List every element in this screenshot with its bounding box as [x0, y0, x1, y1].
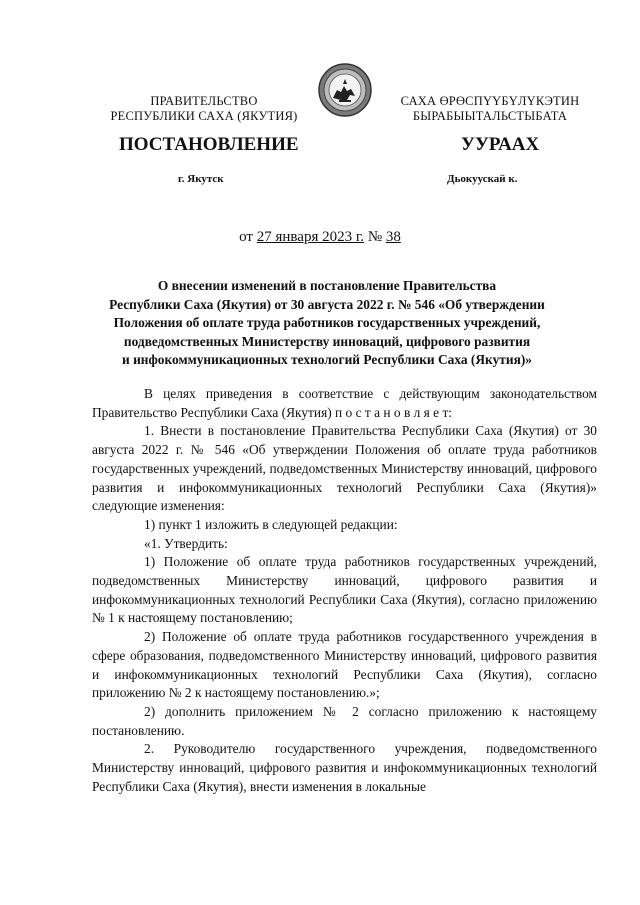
issuer-sakha-line2: БЫРАБЫЫТАЛЬСТЫБАТА: [412, 109, 568, 123]
title-line: О внесении изменений в постановление Правительства: [157, 278, 497, 293]
doc-type-ru: ПОСТАНОВЛЕНИЕ: [119, 134, 299, 155]
title-line: Республики Саха (Якутия) от 30 августа 2022 г. № 546 «Об утверждении: [109, 296, 545, 312]
sakha-coat-of-arms-icon: [317, 62, 373, 118]
issuer-ru-line1: ПРАВИТЕЛЬСТВО: [150, 94, 258, 108]
body-paragraph: 1) пункт 1 изложить в следующей редакции:: [144, 516, 398, 532]
title-line: и инфокоммуникационных технологий Республики Саха (Якутия)»: [122, 352, 532, 367]
body-paragraph: 1) Положение об оплате труда работников государственных учреждений, подведомственных Министерству инноваций, цифрового развития и инфокоммуникационных технологий Республики Саха (Якутия), согласно приложению № 1 к настоящему постановлению;: [92, 554, 597, 626]
doc-type-sakha: УУРААХ: [461, 134, 540, 155]
body-paragraph: «1. Утвердить:: [144, 535, 228, 551]
body-paragraph: 1. Внести в постановление Правительства Республики Саха (Якутия) от 30 августа 2022 г. № 546 «Об утверждении Положения об оплате труда работников государственных учреждений, подведомственных Министерству инноваций, цифрового развития и инфокоммуникационных технологий Республики Саха (Якутия)» следующие изменения:: [92, 423, 597, 514]
body-paragraph: 2) Положение об оплате труда работников государственного учреждения в сфере образования, подведомственного Министерству инноваций, цифрового развития и инфокоммуникационных технологий Республики Саха (Якутия), согласно приложению № 2 к настоящему постановлению.»;: [92, 629, 597, 701]
issuer-sakha: [385, 94, 595, 124]
city-sakha: Дьокуускай к.: [447, 173, 518, 185]
document-title: [96, 277, 558, 370]
body-paragraph: 2) дополнить приложением № 2 согласно приложению к настоящему постановлению.: [92, 703, 597, 738]
document-number: 38: [385, 229, 401, 245]
date-number-line: [0, 229, 640, 246]
title-line: подведомственных Министерству инноваций, цифрового развития: [123, 333, 531, 349]
title-line: Положения об оплате труда работников государственных учреждений,: [113, 315, 541, 330]
issuer-ru-line2: РЕСПУБЛИКИ САХА (ЯКУТИЯ): [110, 109, 298, 123]
number-prefix: №: [364, 229, 386, 245]
document-date: 27 января 2023 г.: [256, 229, 365, 245]
body-paragraph: В целях приведения в соответствие с действующим законодательством Правительство Республики Саха (Якутия) п о с т а н о в л я е т:: [92, 386, 597, 420]
date-prefix: от: [239, 229, 257, 245]
issuer-sakha-line1: САХА ӨРӨСПҮҮБҮЛҮКЭТИН: [400, 94, 580, 108]
document-body: [92, 385, 597, 796]
city-ru: г. Якутск: [178, 173, 224, 185]
body-paragraph: 2. Руководителю государственного учреждения, подведомственного Министерству инноваций, цифрового развития и инфокоммуникационных технологий Республики Саха (Якутия), внести изменения в локальные: [92, 741, 597, 794]
issuer-ru: [99, 94, 309, 124]
